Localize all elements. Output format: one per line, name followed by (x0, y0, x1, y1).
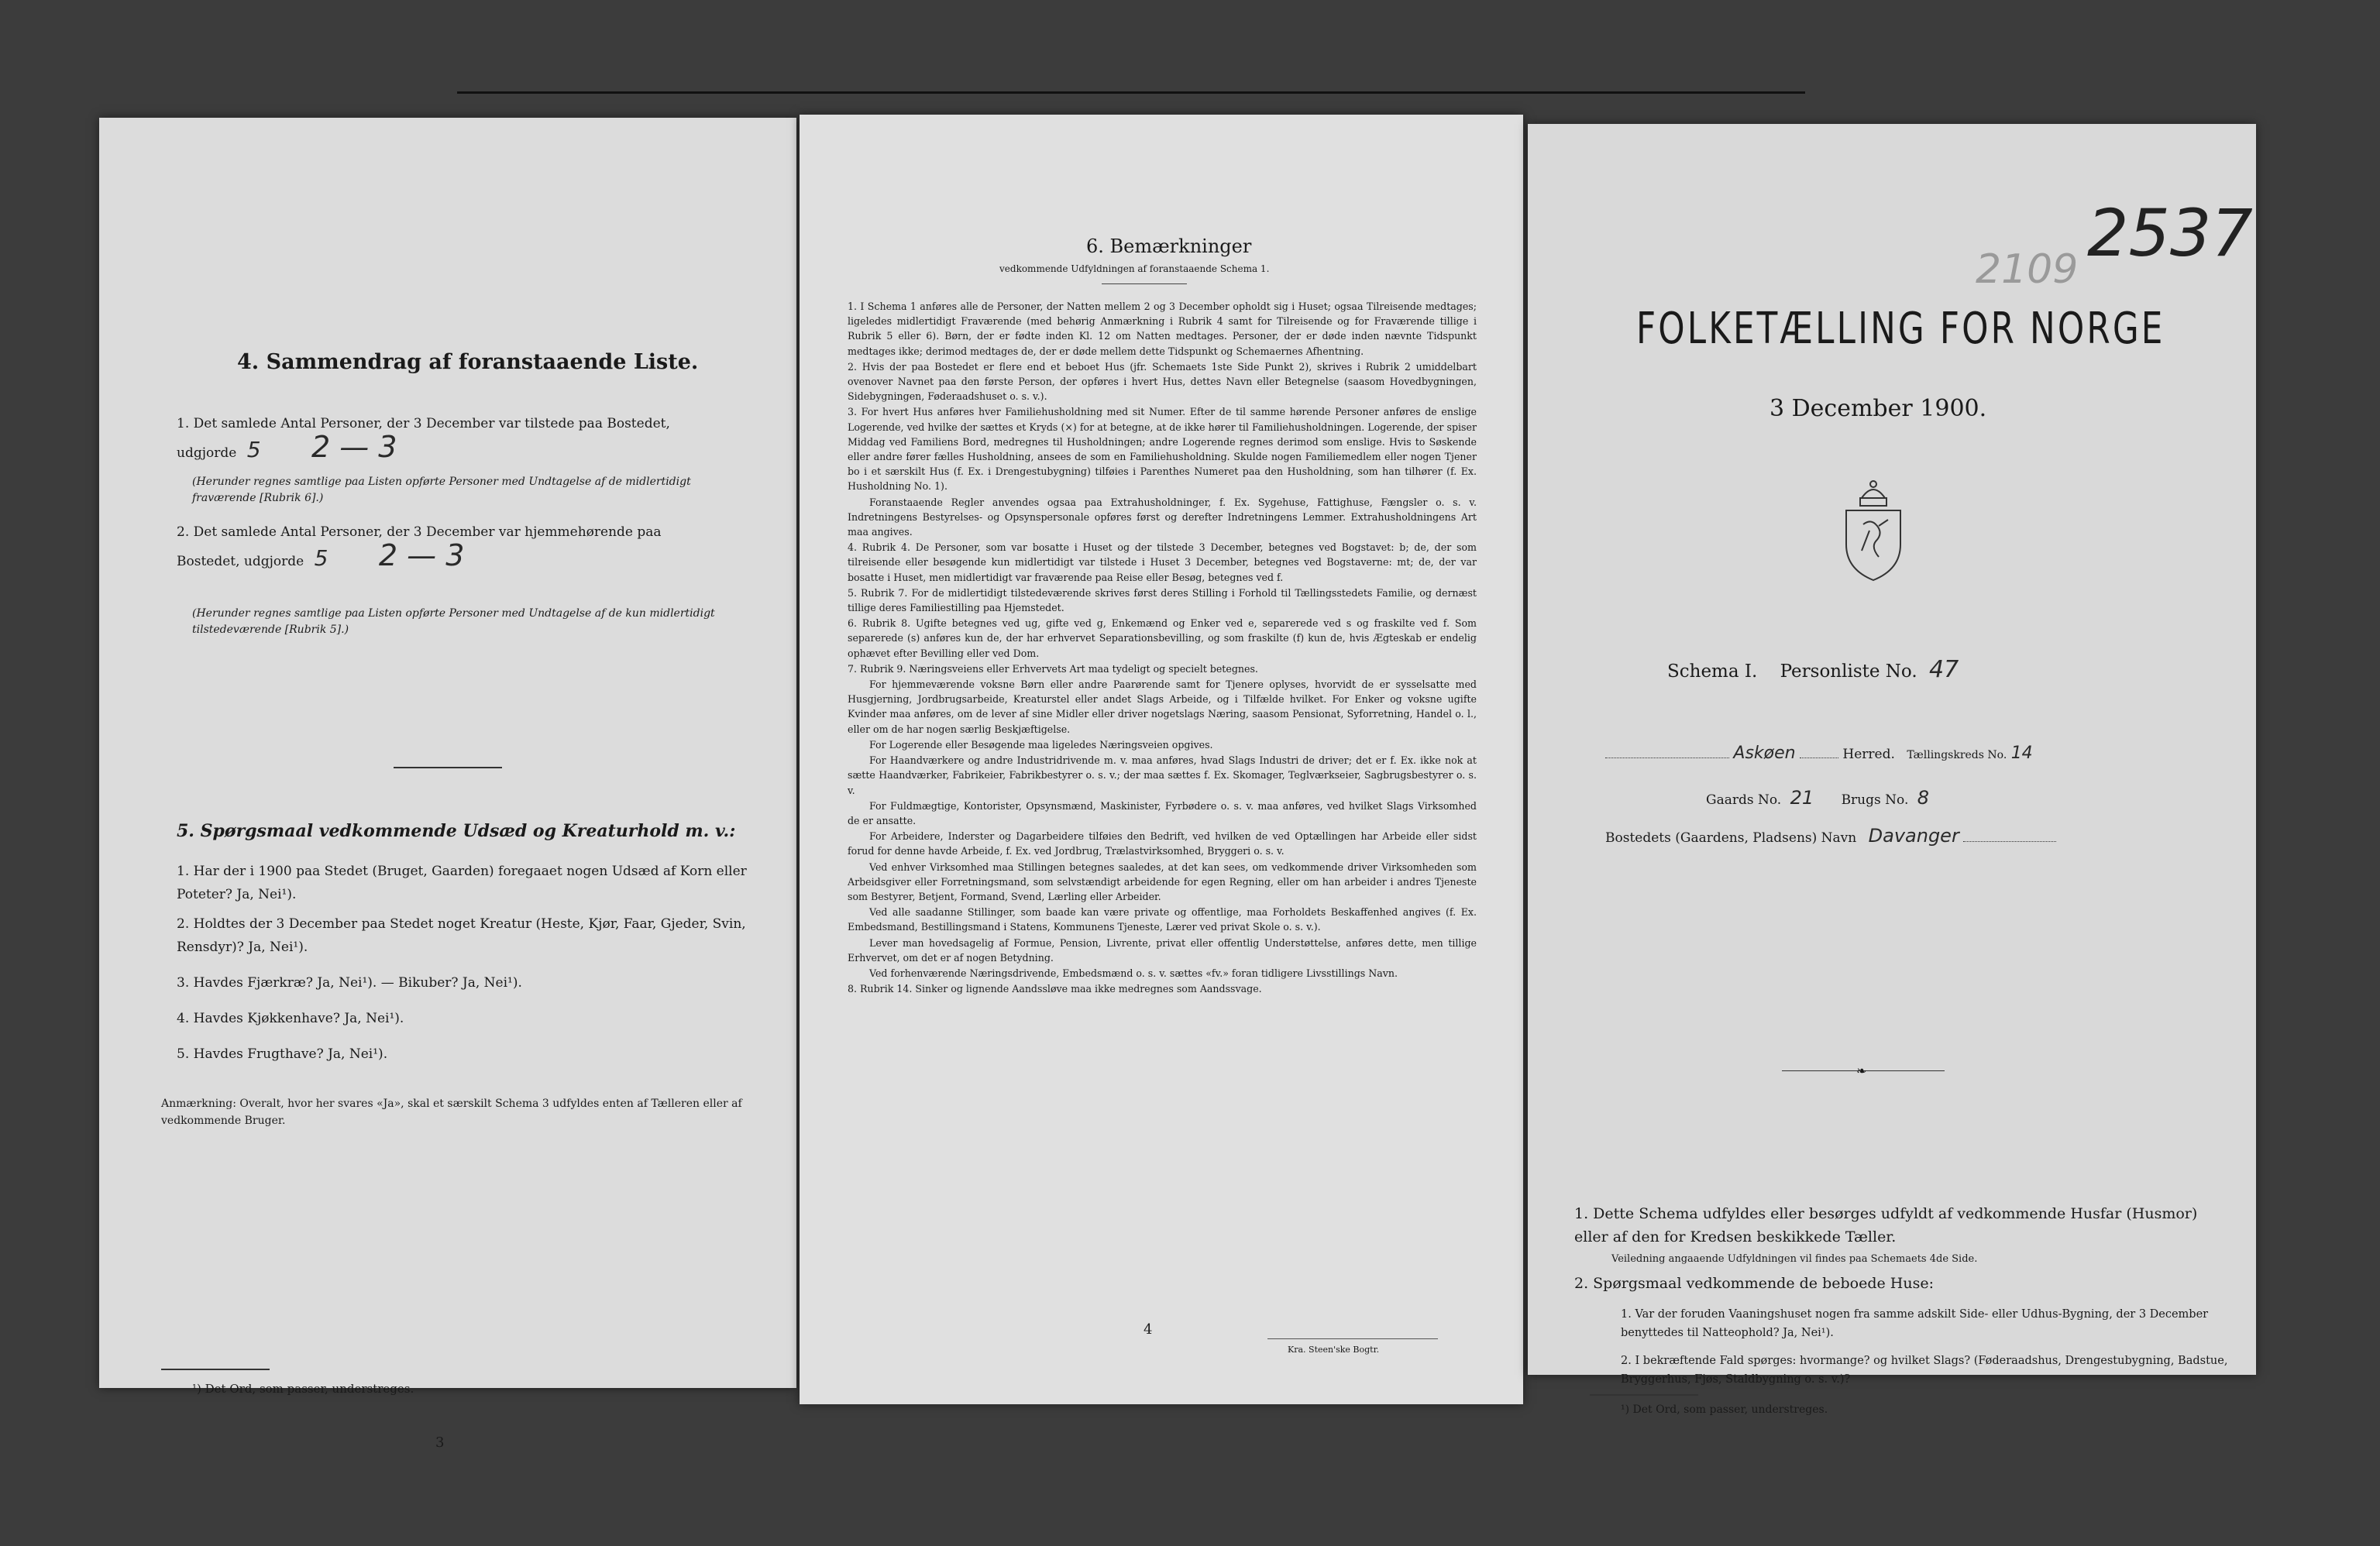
remarks-body (848, 299, 1477, 997)
remark-paragraph: For hjemmeværende voksne Børn eller andre Paarørende samt for Tjenere oplyses, hvorvidt de er sysselsatte med Husgjerning, Jordbrugsarbeide, Kreaturstel eller andet Slags Arbeide, og i Tilfælde hvilket. For Enker og voksne ugifte Kvinder maa anføres, om de lever af sine Midler eller driver nogetslags Næring, saasom Pensionat, Syforretning, Handel o. l., eller om de har nogen særlig Beskjæftigelse. (848, 679, 1477, 735)
kreds-number-hand: 14 (2010, 744, 2033, 763)
page-number: 3 (435, 1434, 445, 1451)
question-4: 4. Havdes Kjøkkenhave? Ja, Nei¹). (177, 1011, 404, 1026)
instruction-1: 1. Dette Schema udfyldes eller besørges udfyldt af vedkommende Husfar (Husmor) eller af den for Kredsen beskikkede Tæller. (1574, 1205, 2198, 1245)
question-2: 2. Holdtes der 3 December paa Stedet noget Kreatur (Heste, Kjør, Faar, Gjeder, Svin, Rensdyr)? Ja, Nei¹). (177, 916, 746, 955)
remark-paragraph: For Fuldmægtige, Kontorister, Opsynsmænd, Maskinister, Fyrbødere o. s. v. maa anføres, ved hvilket Slags Virksomhed de er ansatte. (848, 799, 1477, 826)
instruction-2-question-1: 1. Var der foruden Vaaningshuset nogen fra samme adskilt Side- eller Udhus-Bygning, der 3 December benyttedes til Natteophold? Ja, Nei¹). (1621, 1308, 2209, 1339)
ornament-icon: ❧ (1856, 1063, 1867, 1078)
item2-value-hand: 5 (314, 545, 328, 571)
remarks-heading: 6. Bemærkninger (1086, 235, 1252, 257)
bosted-line: Bostedets (Gaardens, Pladsens) Navn Davanger (1605, 825, 2056, 847)
faint-number-hand: 2109 (1976, 246, 2079, 293)
question-3: 3. Havdes Fjærkræ? Ja, Nei¹). — Bikuber? Ja, Nei¹). (177, 975, 522, 991)
census-title: FOLKETÆLLING FOR NORGE (1636, 304, 2165, 354)
item1-correction-hand: 2 — 3 (311, 430, 397, 464)
remark-paragraph: 4. Rubrik 4. De Personer, som var bosatte i Huset og der tilstede 3 December, betegnes ved Bogstavet: b; de, der som tilreisende eller besøgende kun midlertidigt var tilstede i Huset 3 December, betegnes ved Bogstaverne: mt; de, der var bosatte i Huset, men midlertidigt var fraværende paa Reise eller Besøg, betegnes ved f. (848, 541, 1477, 583)
remark-paragraph: For Haandværkere og andre Industridrivende m. v. maa anføres, hvad Slags Industri de driver; det er f. Ex. ikke nok at sætte Haandværker, Fabrikeier, Fabrikbestyrer o. s. v.; der maa sættes f. Ex. Skomager, Teglværkseier, Sagbrugsbestyrer o. s. v. (848, 754, 1477, 796)
remark-paragraph: For Logerende eller Besøgende maa ligeledes Næringsveien opgives. (869, 738, 1213, 751)
gaards-number-hand: 21 (1790, 787, 1814, 809)
footnote-rule (161, 1369, 270, 1370)
remark-paragraph: 2. Hvis der paa Bostedet er flere end et beboet Hus (jfr. Schemaets 1ste Side Punkt 2), skrives i Rubrik 2 umiddelbart ovenover Navnet paa den første Person, der opføres i hvert Hus, dettes Navn eller Betegnelse (saasom Hovedbygningen, Sidebygningen, Føderaadshuset o. s. v.). (848, 360, 1477, 403)
item1-value-hand: 5 (246, 437, 261, 462)
remark-paragraph: 7. Rubrik 9. Næringsveiens eller Erhvervets Art maa tydeligt og specielt betegnes. (848, 662, 1258, 675)
norway-crest-icon (1840, 476, 1907, 585)
remark-paragraph: 3. For hvert Hus anføres hver Familiehusholdning med sit Numer. Efter de til samme hørende Personer anføres de enslige Logerende, ved hvilke der sættes et Kryds (×) for at betegne, at de ikke hører til Familiehusholdningen. Logerende, der spiser Middag ved Familiens Bord, medregnes til Husholdningen; andre Logerende regnes derimod som enslige. Hvis to Søskende eller andre fører fælles Husholdning, ansees de som en Familiehusholdning. Skulde nogen Familiemedlem eller nogen Tjener bo i et særskilt Hus (f. Ex. i Drengestubygning) tilføies i Parenthes Numeret paa den Husholdning, som han tilhører (f. Ex. Husholdning No. 1). (848, 406, 1477, 493)
summary-heading: 4. Sammendrag af foranstaaende Liste. (237, 350, 699, 374)
remark-paragraph: 5. Rubrik 7. For de midlertidigt tilstedeværende skrives først deres Stilling i Forhold til Tællingsstedets Familie, og dernæst tillige deres Familiestilling paa Hjemstedet. (848, 586, 1477, 614)
schema-line: Schema I. Personliste No. 47 (1667, 656, 1959, 683)
remarks-subheading: vedkommende Udfyldningen af foranstaaende Schema 1. (999, 263, 1270, 274)
brugs-number-hand: 8 (1917, 787, 1930, 809)
instruction-1-guidance: Veiledning angaaende Udfyldningen vil findes paa Schemaets 4de Side. (1611, 1253, 1978, 1265)
page-middle (800, 115, 1523, 1404)
top-border-line (457, 91, 1805, 94)
printer-rule (1267, 1338, 1438, 1339)
instruction-2: 2. Spørgsmaal vedkommende de beboede Huse: (1574, 1275, 1934, 1292)
printer-imprint: Kra. Steen'ske Bogtr. (1288, 1345, 1380, 1355)
herred-line: Askøen Herred. Tællingskreds No. 14 (1605, 744, 2033, 763)
page-number: 4 (1144, 1321, 1153, 1338)
census-date: 3 December 1900. (1770, 395, 1987, 422)
questions-heading: 5. Spørgsmaal vedkommende Udsæd og Kreaturhold m. v.: (177, 821, 736, 841)
remark-paragraph: Ved forhenværende Næringsdrivende, Embedsmænd o. s. v. sættes «fv.» foran tidligere Livsstillings Navn. (869, 967, 1398, 979)
remark-paragraph: Ved alle saadanne Stillinger, som baade kan være private og offentlige, maa Forholdets Beskaffenhed angives (f. Ex. Embedsmand, Bestillingsmand i Statens, Kommunens Tjeneste, Lærer ved privat Skole o. s. v.). (848, 906, 1477, 933)
remark-paragraph: For Arbeidere, Inderster og Dagarbeidere tilføies den Bedrift, ved hvilken de ved Optællingen har Arbeide eller sidst forud for denne havde Arbeide, f. Ex. ved Jordbrug, Trælastvirksomhed, Bryggeri o. s. v. (848, 830, 1477, 857)
remark-paragraph: 1. I Schema 1 anføres alle de Personer, der Natten mellem 2 og 3 December opholdt sig i Huset; ogsaa Tilreisende medtages; ligeledes midlertidigt Fraværende (med behørig Anmærkning i Rubrik 4 samt for Tilreisende og for Fraværende tillige i Rubrik 5 eller 6). Børn, der er fødte inden Kl. 12 om Natten medtages. Personer, der er døde inden nævnte Tidspunkt medtages ikke; derimod medtages de, der er døde mellem dette Tidspunkt og Schemaernes Afhentning. (848, 301, 1477, 357)
item2-correction-hand: 2 — 3 (378, 538, 465, 572)
footnote-rule (1590, 1394, 1698, 1396)
page-left (99, 118, 796, 1451)
remark-paragraph: Lever man hovedsagelig af Formue, Pension, Livrente, privat eller offentlig Understøttelse, anføres dette, men tillige Erhvervet, om det er af nogen Betydning. (848, 936, 1477, 964)
summary-item-1: 1. Det samlede Antal Personer, der 3 December var tilstede paa Bostedet, udgjorde 5 2 — 3 (177, 416, 670, 464)
question-5: 5. Havdes Frugthave? Ja, Nei¹). (177, 1046, 388, 1062)
summary-note-1: (Herunder regnes samtlige paa Listen opførte Personer med Undtagelse af de midlertidigt fraværende [Rubrik 6].) (192, 476, 691, 504)
herred-hand: Askøen (1733, 744, 1796, 763)
section-divider (394, 767, 502, 768)
remark-paragraph: Ved enhver Virksomhed maa Stillingen betegnes saaledes, at det kan sees, om vedkommende driver Virksomheden som Arbeidsgiver eller Forretningsmand, som selvstændigt arbeidende for egen Regning, eller om han arbeider i andres Tjeneste som Bestyrer, Betjent, Formand, Svend, Lærling eller Arbeider. (848, 861, 1477, 902)
remark-paragraph: Foranstaaende Regler anvendes ogsaa paa Extrahusholdninger, f. Ex. Sygehuse, Fattighuse, Fængsler o. s. v. Indretningens Bestyrelses- og Opsynspersonale opføres først og derefter Indretningens Lemmer. Extrahusholdningens Art maa angives. (848, 496, 1477, 538)
archive-number-hand: 2537 (2087, 195, 2253, 271)
question-1: 1. Har der i 1900 paa Stedet (Bruget, Gaarden) foregaaet nogen Udsæd af Korn eller Poteter? Ja, Nei¹). (177, 864, 747, 902)
annotation-note: Anmærkning: Overalt, hvor her svares «Ja», skal et særskilt Schema 3 udfyldes enten af Tælleren eller af vedkommende Bruger. (161, 1098, 742, 1127)
remark-paragraph: 6. Rubrik 8. Ugifte betegnes ved ug, gifte ved g, Enkemænd og Enker ved e, separerede ved s og fraskilte ved f. Som separerede (s) anføres kun de, der har erhvervet Separationsbevilling, og som fraskilte (f) kun de, hvis Ægteskab er endelig ophævet efter Bevilling eller ved Dom. (848, 617, 1477, 659)
page-right (1528, 124, 2256, 1416)
bosted-name-hand: Davanger (1868, 825, 1959, 847)
instruction-2-question-2: 2. I bekræftende Fald spørges: hvormange? og hvilket Slags? (Føderaadshus, Drengestubygning, Badstue, Bryggerhus, Fjøs, Staldbygning o. s. v.)? (1621, 1355, 2228, 1386)
summary-item-2: 2. Det samlede Antal Personer, der 3 December var hjemmehørende paa Bostedet, udgjorde 5 2 — 3 (177, 524, 662, 572)
heading-rule (1102, 283, 1187, 284)
footnote: ¹) Det Ord, som passer, understreges. (192, 1382, 414, 1396)
summary-note-2: (Herunder regnes samtlige paa Listen opførte Personer med Undtagelse af de kun midlertidigt tilstedeværende [Rubrik 5].) (192, 607, 715, 636)
footnote: ¹) Det Ord, som passer, understreges. (1621, 1403, 1828, 1416)
gaards-line: Gaards No. 21 Brugs No. 8 (1706, 787, 1930, 809)
remark-paragraph: 8. Rubrik 14. Sinker og lignende Aandssløve maa ikke medregnes som Aandssvage. (848, 983, 1262, 995)
personliste-number-hand: 47 (1929, 656, 1959, 683)
